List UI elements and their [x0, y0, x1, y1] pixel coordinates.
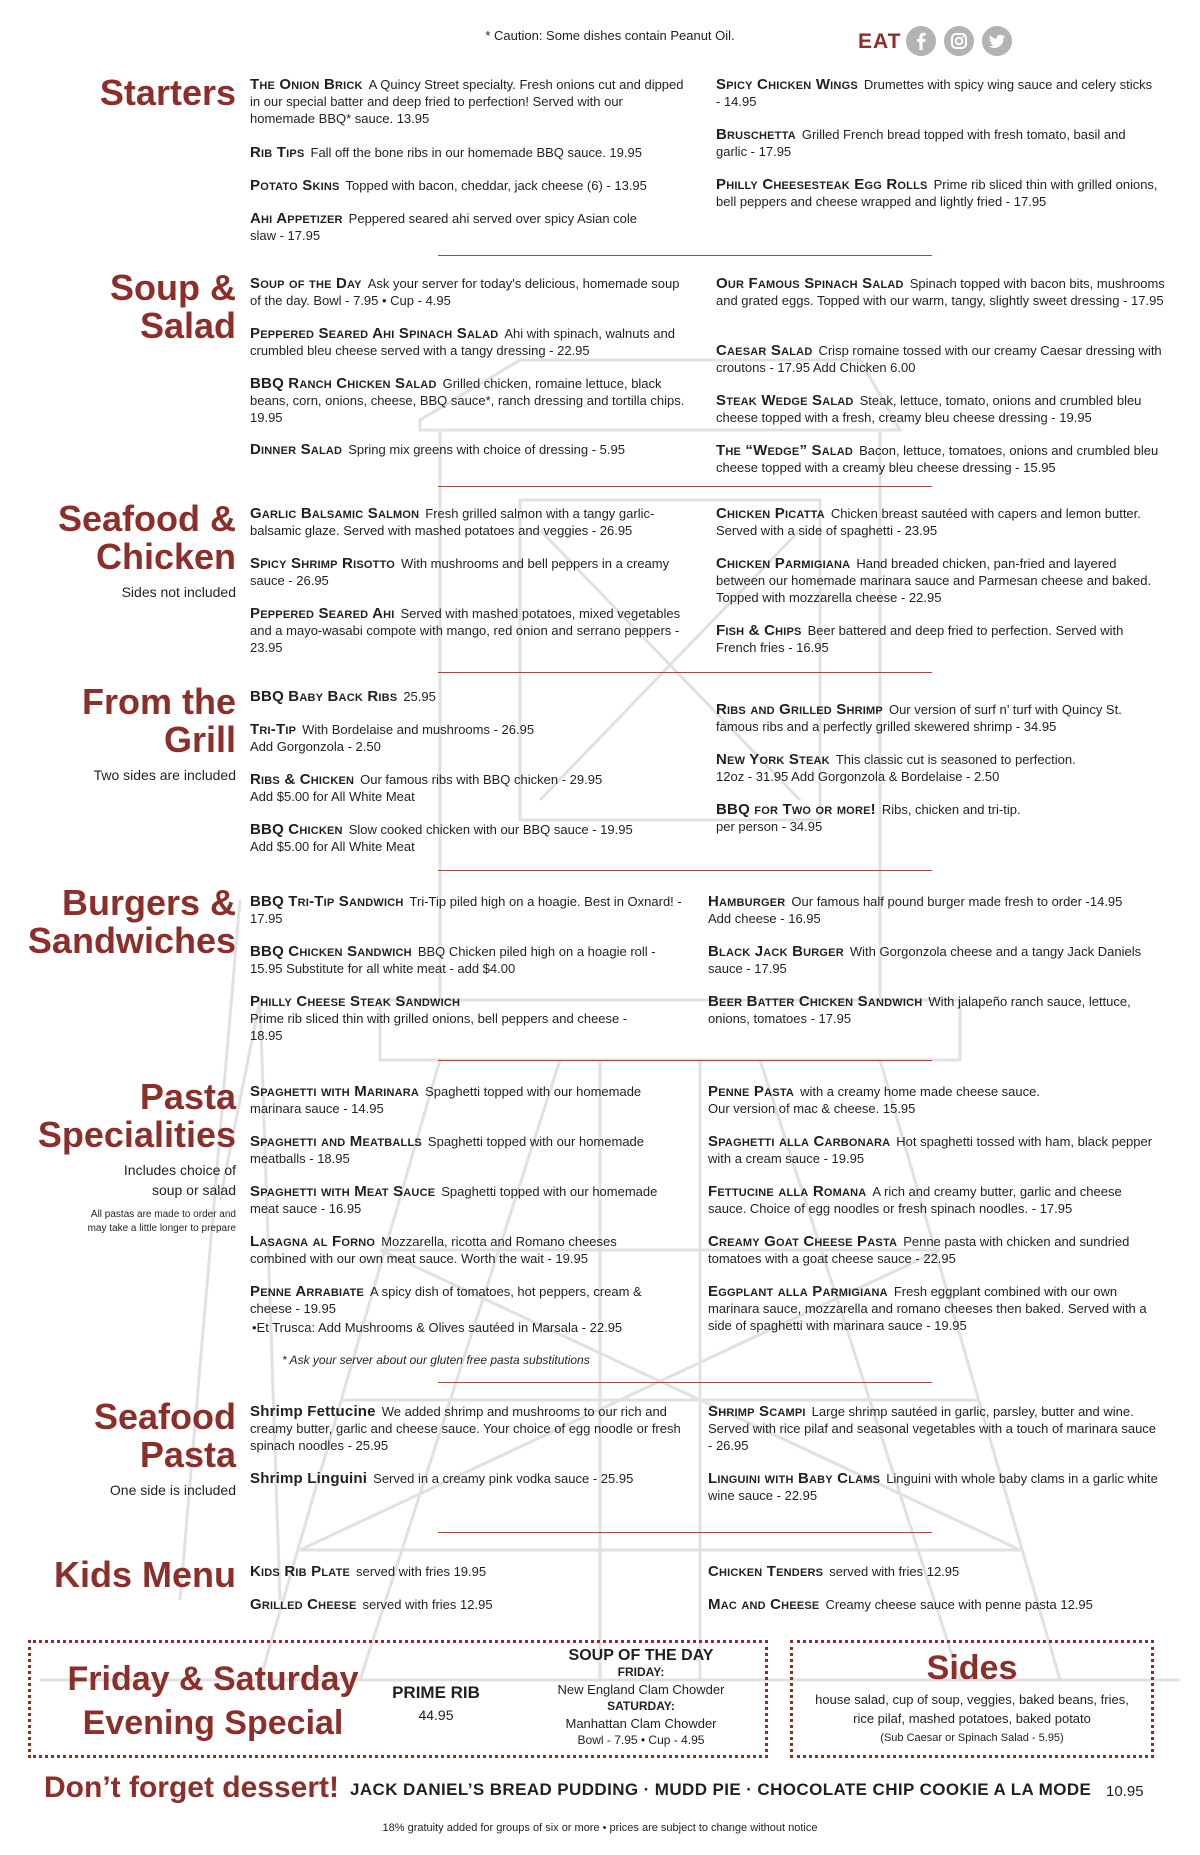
item-name: Spaghetti and Meatballs: [250, 1133, 422, 1150]
menu-item: [708, 1403, 1158, 1454]
menu-item: [250, 441, 690, 458]
sides-list: house salad, cup of soup, veggies, baked beans, fries, rice pilaf, mashed potatoes, baked potato: [815, 1692, 1129, 1726]
category-seafood-pasta: [18, 1398, 236, 1500]
item-name: Fettucine alla Romana: [708, 1183, 867, 1200]
item-desc: Large shrimp sautéed in garlic, parsley, butter and wine. Served with rice pilaf and seasonal vegetables with a touch of marinara sauce - 26.95: [708, 1404, 1157, 1453]
item-name: Soup of the Day: [250, 275, 362, 292]
section-divider: [438, 870, 932, 871]
item-desc: With mushrooms and bell peppers in a creamy sauce - 26.95: [250, 556, 670, 588]
item-desc: Spaghetti topped with our homemade marinara sauce - 14.95: [250, 1084, 642, 1116]
instagram-icon[interactable]: [944, 26, 974, 56]
friday-soup: New England Clam Chowder: [557, 1682, 725, 1697]
section-divider: [438, 486, 932, 487]
menu-item: [250, 1563, 690, 1580]
item-desc: Peppered seared ahi served over spicy Asian cole slaw - 17.95: [250, 211, 638, 243]
prime-rib-special: [381, 1683, 491, 1723]
section-divider: [438, 255, 932, 256]
item-name: Linguini with Baby Clams: [708, 1470, 881, 1487]
item-desc: Grilled chicken, romaine lettuce, black beans, corn, onions, cheese, BBQ sauce*, ranch dressing and tortilla chips. 19.95: [250, 376, 685, 425]
item-desc: Creamy cheese sauce with penne pasta 12.95: [825, 1597, 1093, 1612]
soup-special: [531, 1647, 751, 1749]
category-kids: [18, 1556, 236, 1594]
menu-item: [708, 1563, 1158, 1580]
category-note: Sides not included: [121, 584, 236, 600]
item-name: Chicken Picatta: [716, 505, 825, 522]
category-starters: [18, 74, 236, 112]
prime-rib-price: 44.95: [418, 1707, 454, 1723]
item-name: BBQ for Two or more!: [716, 801, 876, 818]
item-name: Shrimp Linguini: [250, 1470, 368, 1487]
category-grill: [18, 683, 236, 785]
item-name: Dinner Salad: [250, 441, 343, 458]
menu-item: [708, 893, 1168, 927]
gluten-free-note: * Ask your server about our gluten free pasta substitutions: [282, 1353, 590, 1367]
soup-heading: SOUP OF THE DAY: [568, 1647, 714, 1664]
menu-item: [716, 126, 1156, 160]
item-desc: With Gorgonzola cheese and a tangy Jack Daniels sauce - 17.95: [708, 944, 1142, 976]
item-desc: Topped with bacon, cheddar, jack cheese (6) - 13.95: [345, 178, 647, 193]
item-name: Penne Arrabiate: [250, 1283, 365, 1300]
evening-special-box: [28, 1640, 768, 1758]
item-name: Grilled Cheese: [250, 1596, 357, 1613]
dessert-title: Don’t forget dessert!: [44, 1771, 340, 1804]
category-title: From the Grill: [81, 681, 236, 760]
item-desc: Prime rib sliced thin with grilled onions, bell peppers and cheese wrapped and lightly fried - 17.95: [716, 177, 1158, 209]
item-name: Kids Rib Plate: [250, 1563, 351, 1580]
item-desc: Crisp romaine tossed with our creamy Caesar dressing with croutons - 17.95 Add Chicken 6.00: [716, 343, 1162, 375]
menu-item: [716, 801, 1166, 835]
item-name: Philly Cheesesteak Egg Rolls: [716, 176, 928, 193]
item-name: Spicy Chicken Wings: [716, 76, 858, 93]
menu-item: [716, 622, 1166, 656]
menu-item: [708, 1133, 1158, 1167]
menu-item: [250, 144, 690, 161]
category-title: Soup & Salad: [110, 267, 236, 346]
menu-item: [250, 943, 690, 977]
menu-item: [708, 1470, 1158, 1504]
menu-item: [716, 751, 1166, 785]
item-desc: Spaghetti topped with our homemade meatballs - 18.95: [250, 1134, 645, 1166]
item-name: BBQ Chicken Sandwich: [250, 943, 412, 960]
item-desc: Spinach topped with bacon bits, mushrooms and grated eggs. Topped with our warm, tangy, slightly sweet dressing - 17.95: [716, 276, 1165, 308]
item-desc: Hot spaghetti tossed with ham, black pepper with a cream sauce - 19.95: [708, 1134, 1153, 1166]
item-name: Shrimp Fettucine: [250, 1403, 376, 1420]
section-divider: [438, 1060, 932, 1061]
item-desc: Steak, lettuce, tomato, onions and crumbled bleu cheese topped with a fresh, creamy bleu cheese dressing - 19.95: [716, 393, 1142, 425]
category-title: Seafood Pasta: [93, 1396, 236, 1475]
item-name: Spaghetti with Marinara: [250, 1083, 420, 1100]
footer-note: 18% gratuity added for groups of six or more • prices are subject to change without notice: [382, 1822, 818, 1834]
prime-rib-label: PRIME RIB: [392, 1683, 480, 1702]
section-divider: [438, 672, 932, 673]
menu-item: [250, 1403, 700, 1454]
category-soup-salad: [18, 269, 236, 345]
item-name: Beer Batter Chicken Sandwich: [708, 993, 923, 1010]
item-name: Our Famous Spinach Salad: [716, 275, 904, 292]
item-name: The Onion Brick: [250, 76, 363, 93]
item-desc: Mozzarella, ricotta and Romano cheeses combined with our own meat sauce. Worth the wait - 19.95: [250, 1234, 617, 1266]
item-desc: A spicy dish of tomatoes, hot peppers, cream & cheese - 19.95: [250, 1284, 642, 1316]
menu-item: [250, 555, 690, 589]
menu-item: [250, 210, 650, 244]
item-desc: BBQ Chicken piled high on a hoagie roll - 15.95 Substitute for all white meat - add $4.00: [250, 944, 656, 976]
item-name: Lasagna al Forno: [250, 1233, 376, 1250]
item-desc: Ribs, chicken and tri-tip. per person - 34.95: [716, 802, 1021, 834]
item-name: Ahi Appetizer: [250, 210, 343, 227]
menu-item: [250, 821, 690, 855]
menu-item: [716, 275, 1166, 309]
menu-item: [250, 275, 690, 309]
item-desc: Fresh grilled salmon with a tangy garlic-balsamic glaze. Served with mashed potatoes and veggies - 26.95: [250, 506, 655, 538]
item-name: Eggplant alla Parmigiana: [708, 1283, 888, 1300]
item-name: BBQ Ranch Chicken Salad: [250, 375, 437, 392]
category-title: Seafood & Chicken: [57, 498, 236, 577]
menu-item: [716, 76, 1156, 110]
item-name: Spaghetti with Meat Sauce: [250, 1183, 436, 1200]
section-divider: [438, 1382, 932, 1383]
menu-item: [708, 1283, 1158, 1334]
item-desc: with a creamy home made cheese sauce. Our version of mac & cheese. 15.95: [708, 1084, 1040, 1116]
category-title: Kids Menu: [53, 1554, 236, 1595]
item-name: Peppered Seared Ahi Spinach Salad: [250, 325, 499, 342]
friday-label: FRIDAY:: [617, 1665, 665, 1679]
item-name: The “Wedge” Salad: [716, 442, 854, 459]
menu-item: [250, 1470, 700, 1487]
menu-item: [250, 375, 690, 426]
item-desc: Spring mix greens with choice of dressing - 5.95: [348, 442, 625, 457]
menu-item: [250, 1183, 670, 1217]
menu-item: [716, 342, 1166, 376]
menu-item: [716, 555, 1166, 606]
item-desc: Served in a creamy pink vodka sauce - 25.95: [373, 1471, 634, 1486]
menu-item: [708, 943, 1148, 977]
item-desc: A rich and creamy butter, garlic and cheese sauce. Choice of egg noodles or fresh spinach noodles. - 17.95: [708, 1184, 1122, 1216]
sides-title: Sides: [926, 1649, 1018, 1687]
menu-item: [250, 1133, 670, 1167]
item-name: Fish & Chips: [716, 622, 802, 639]
item-name: Philly Cheese Steak Sandwich: [250, 993, 461, 1010]
item-name: Garlic Balsamic Salmon: [250, 505, 420, 522]
menu-item: [716, 442, 1166, 476]
item-desc: Ask your server for today's delicious, homemade soup of the day. Bowl - 7.95 • Cup - 4.95: [250, 276, 680, 308]
category-title: Burgers & Sandwiches: [27, 882, 236, 961]
item-desc: Spaghetti topped with our homemade meat sauce - 16.95: [250, 1184, 658, 1216]
item-desc: Beer battered and deep fried to perfection. Served with French fries - 16.95: [716, 623, 1124, 655]
menu-item: [716, 392, 1166, 426]
item-name: Peppered Seared Ahi: [250, 605, 395, 622]
menu-item: [708, 1233, 1158, 1267]
eat-label: EAT: [858, 30, 902, 53]
item-desc: 25.95: [403, 689, 436, 704]
item-desc: We added shrimp and mushrooms to our rich and creamy butter, garlic and cheese sauce. Your choice of egg noodle or fresh spinach noodles - 25.95: [250, 1404, 681, 1453]
item-desc: served with fries 12.95: [829, 1564, 960, 1579]
dessert-price: 10.95: [1106, 1783, 1144, 1800]
item-desc: Linguini with whole baby clams in a garlic white wine sauce - 22.95: [708, 1471, 1158, 1503]
item-name: Bruschetta: [716, 126, 796, 143]
menu-item: [708, 993, 1158, 1027]
item-desc: Penne pasta with chicken and sundried tomatoes with a goat cheese sauce - 22.95: [708, 1234, 1130, 1266]
item-name: Tri-Tip: [250, 721, 297, 738]
section-divider: [438, 1532, 932, 1533]
item-name: Potato Skins: [250, 177, 340, 194]
menu-item: [708, 1596, 1158, 1613]
item-name: Rib Tips: [250, 144, 305, 161]
item-desc: Our famous ribs with BBQ chicken - 29.95 Add $5.00 for All White Meat: [250, 772, 603, 804]
category-note: Two sides are included: [93, 767, 236, 783]
category-title: Starters: [99, 72, 236, 113]
item-desc: Our famous half pound burger made fresh to order -14.95 Add cheese - 16.95: [708, 894, 1123, 926]
item-desc: served with fries 12.95: [362, 1597, 493, 1612]
saturday-label: SATURDAY:: [607, 1699, 675, 1713]
menu-item: [250, 721, 690, 755]
item-name: Mac and Cheese: [708, 1596, 820, 1613]
menu-item: [250, 76, 690, 127]
dessert-items: JACK DANIEL’S BREAD PUDDING · MUDD PIE · CHOCOLATE CHIP COOKIE A LA MODE: [350, 1780, 1092, 1799]
facebook-icon[interactable]: [906, 26, 936, 56]
item-desc: With jalapeño ranch sauce, lettuce, onions, tomatoes - 17.95: [708, 994, 1131, 1026]
menu-item: [250, 505, 690, 539]
menu-item: [250, 688, 690, 705]
item-name: BBQ Chicken: [250, 821, 343, 838]
item-name: Creamy Goat Cheese Pasta: [708, 1233, 898, 1250]
menu-item: [250, 893, 690, 927]
menu-item: [708, 1183, 1158, 1217]
item-desc: Drumettes with spicy wing sauce and celery sticks - 14.95: [716, 77, 1153, 109]
item-desc: Fall off the bone ribs in our homemade BBQ sauce. 19.95: [310, 145, 642, 160]
item-desc: Tri-Tip piled high on a hoagie. Best in Oxnard! - 17.95: [250, 894, 682, 926]
item-name: Steak Wedge Salad: [716, 392, 854, 409]
item-desc: Slow cooked chicken with our BBQ sauce - 19.95 Add $5.00 for All White Meat: [250, 822, 633, 854]
menu-item: [250, 325, 690, 359]
item-name: Chicken Tenders: [708, 1563, 824, 1580]
item-desc: Chicken breast sautéed with capers and lemon butter. Served with a side of spaghetti - 23.95: [716, 506, 1141, 538]
category-note: Includes choice of soup or salad: [123, 1162, 236, 1198]
menu-item: [250, 605, 700, 656]
item-name: Penne Pasta: [708, 1083, 795, 1100]
saturday-soup: Manhattan Clam Chowder: [565, 1716, 717, 1731]
category-fine-print: All pastas are made to order and may take a little longer to prepare: [87, 1209, 236, 1234]
peanut-oil-caution: * Caution: Some dishes contain Peanut Oil.: [485, 28, 735, 43]
category-title: Pasta Specialities: [37, 1076, 236, 1155]
category-pasta: [18, 1078, 236, 1236]
item-desc: Bacon, lettuce, tomatoes, onions and crumbled bleu cheese topped with a creamy bleu cheese dressing - 15.95: [716, 443, 1159, 475]
item-desc: Fresh eggplant combined with our own marinara sauce, mozzarella and romano cheeses then baked. Served with a side of spaghetti with marinara sauce - 19.95: [708, 1284, 1147, 1333]
twitter-icon[interactable]: [982, 26, 1012, 56]
menu-item: [250, 1596, 690, 1613]
menu-item: [716, 176, 1166, 210]
menu-item: [716, 505, 1166, 539]
item-name: Caesar Salad: [716, 342, 813, 359]
item-desc: Hand breaded chicken, pan-fried and layered between our homemade marinara sauce and Parmesan cheese and baked. Topped with mozzarella cheese - 22.95: [716, 556, 1152, 605]
menu-item: [250, 993, 650, 1044]
menu-item: [250, 1233, 670, 1267]
item-name: BBQ Baby Back Ribs: [250, 688, 398, 705]
item-desc: Prime rib sliced thin with grilled onions, bell peppers and cheese - 18.95: [250, 1011, 628, 1043]
item-name: Ribs & Chicken: [250, 771, 355, 788]
item-desc: A Quincy Street specialty. Fresh onions cut and dipped in our special batter and deep fried to perfection! Served with our homemade BBQ* sauce. 13.95: [250, 77, 684, 126]
category-burgers: [18, 884, 236, 960]
sides-box: [790, 1640, 1154, 1758]
item-name: Shrimp Scampi: [708, 1403, 806, 1420]
category-note: One side is included: [109, 1482, 236, 1498]
menu-item: [250, 1283, 670, 1317]
item-desc: served with fries 19.95: [356, 1564, 487, 1579]
item-desc: With Bordelaise and mushrooms - 26.95 Add Gorgonzola - 2.50: [250, 722, 535, 754]
item-desc: Served with mashed potatoes, mixed vegetables and a mayo-wasabi compote with mango, red onion and serrano peppers - 23.95: [250, 606, 681, 655]
menu-item: [250, 1083, 670, 1117]
special-title: Friday & Saturday Evening Special: [67, 1660, 359, 1742]
menu-item: [250, 177, 690, 194]
item-name: New York Steak: [716, 751, 830, 768]
item-desc: Grilled French bread topped with fresh tomato, basil and garlic - 17.95: [716, 127, 1126, 159]
item-name: Black Jack Burger: [708, 943, 844, 960]
menu-item: [250, 771, 690, 805]
menu-item: [708, 1083, 1168, 1117]
item-name: Spaghetti alla Carbonara: [708, 1133, 891, 1150]
soup-prices: Bowl - 7.95 • Cup - 4.95: [577, 1733, 705, 1747]
item-desc: Ahi with spinach, walnuts and crumbled bleu cheese served with a tangy dressing - 22.95: [250, 326, 675, 358]
item-name: Hamburger: [708, 893, 786, 910]
item-name: Spicy Shrimp Risotto: [250, 555, 396, 572]
category-seafood-chicken: [18, 500, 236, 602]
item-name: Chicken Parmigiana: [716, 555, 851, 572]
item-name: BBQ Tri-Tip Sandwich: [250, 893, 404, 910]
sides-substitution: (Sub Caesar or Spinach Salad - 5.95): [880, 1732, 1064, 1744]
pasta-trusca-note: •Et Trusca: Add Mushrooms & Olives sautéed in Marsala - 22.95: [252, 1320, 623, 1335]
menu-item: [716, 701, 1166, 735]
item-name: Ribs and Grilled Shrimp: [716, 701, 883, 718]
item-desc: This classic cut is seasoned to perfection. 12oz - 31.95 Add Gorgonzola & Bordelaise - 2.50: [716, 752, 1076, 784]
item-desc: Our version of surf n’ turf with Quincy St. famous ribs and a perfectly grilled skewered shrimp - 34.95: [716, 702, 1122, 734]
